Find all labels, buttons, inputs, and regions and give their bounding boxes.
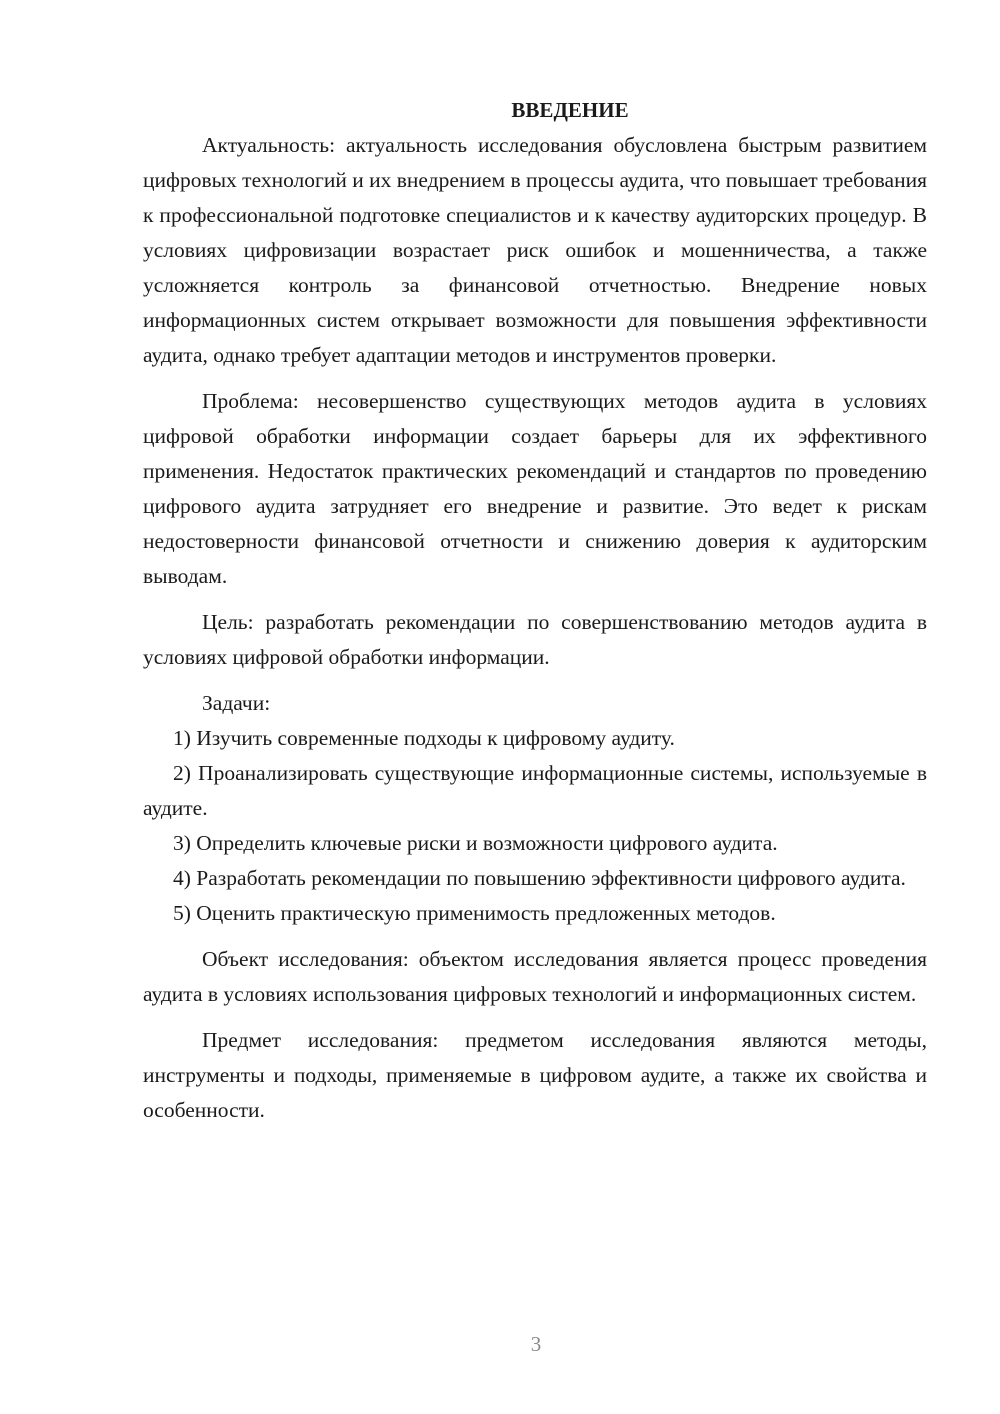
task-item: 3) Определить ключевые риски и возможности цифрового аудита. — [173, 831, 778, 855]
task-item: 2) Проанализировать существующие информационные системы, используемые в аудите. — [143, 761, 927, 820]
paragraph-relevance: Актуальность: актуальность исследования обусловлена быстрым развитием цифровых технологий и их внедрением в процессы аудита, что повышает требования к профессиональной подготовке специалистов и к качеству аудиторских процедур. В условиях цифровизации возрастает риск ошибок и мошенничества, а также усложняется контроль за финансовой отчетностью. Внедрение новых информационных систем открывает возможности для повышения эффективности аудита, однако требует адаптации методов и инструментов проверки. — [143, 133, 927, 367]
task-item: 1) Изучить современные подходы к цифровому аудиту. — [173, 726, 675, 750]
paragraph-goal: Цель: разработать рекомендации по совершенствованию методов аудита в условиях цифровой обработки информации. — [143, 610, 927, 669]
document-title: ВВЕДЕНИЕ — [511, 98, 629, 122]
document-page — [143, 92, 927, 1128]
tasks-heading: Задачи: — [202, 691, 271, 715]
task-item: 5) Оценить практическую применимость предложенных методов. — [173, 901, 776, 925]
page-number: 3 — [530, 1332, 542, 1356]
paragraph-object: Объект исследования: объектом исследования является процесс проведения аудита в условиях использования цифровых технологий и информационных систем. — [143, 947, 927, 1006]
paragraph-problem: Проблема: несовершенство существующих методов аудита в условиях цифровой обработки информации создает барьеры для их эффективного применения. Недостаток практических рекомендаций и стандартов по проведению цифрового аудита затрудняет его внедрение и развитие. Это ведет к рискам недостоверности финансовой отчетности и снижению доверия к аудиторским выводам. — [143, 389, 927, 588]
paragraph-subject: Предмет исследования: предметом исследования являются методы, инструменты и подходы, применяемые в цифровом аудите, а также их свойства и особенности. — [143, 1028, 927, 1122]
task-item: 4) Разработать рекомендации по повышению эффективности цифрового аудита. — [173, 866, 906, 890]
